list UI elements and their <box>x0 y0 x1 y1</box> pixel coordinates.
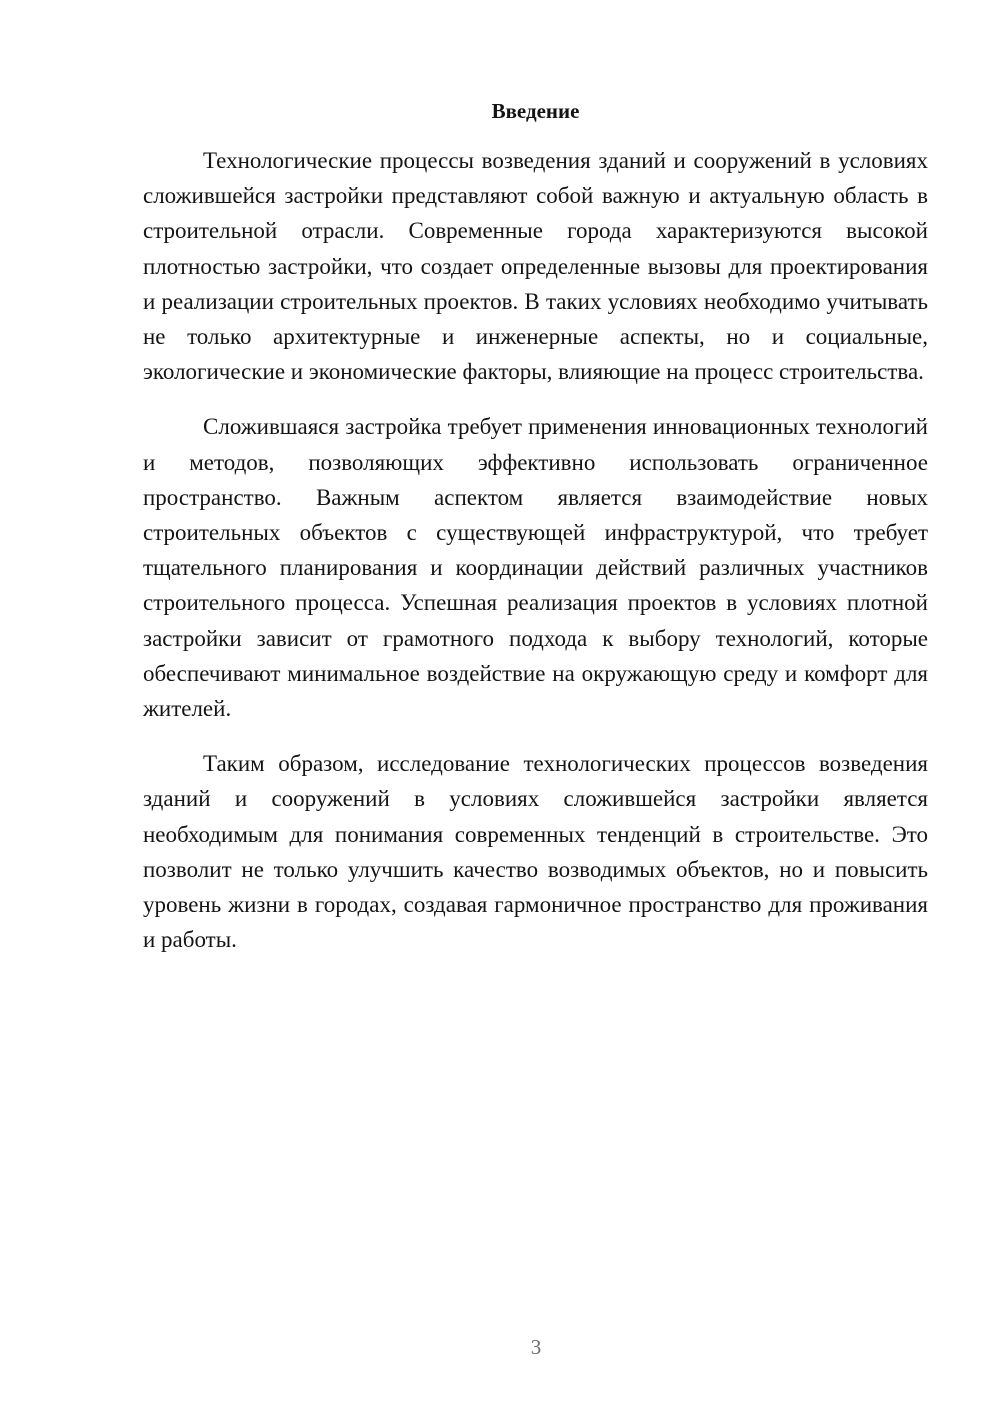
page-number: 3 <box>530 1335 542 1359</box>
paragraph-1: Технологические процессы возведения зданий и сооружений в условиях сложившейся застройки представляют собой важную и актуальную область в строительной отрасли. Современные города характеризуются высокой плотностью застройки, что создает определенные вызовы для проектирования и реализации строительных проектов. В таких условиях необходимо учитывать не только архитектурные и инженерные аспекты, но и социальные, экологические и экономические факторы, влияющие на процесс строительства. <box>143 148 928 385</box>
page-content <box>143 97 928 977</box>
paragraph-2: Сложившаяся застройка требует применения инновационных технологий и методов, позволяющих эффективно использовать ограниченное пространство. Важным аспектом является взаимодействие новых строительных объектов с существующей инфраструктурой, что требует тщательного планирования и координации действий различных участников строительного процесса. Успешная реализация проектов в условиях плотной застройки зависит от грамотного подхода к выбору технологий, которые обеспечивают минимальное воздействие на окружающую среду и комфорт для жителей. <box>143 414 928 722</box>
section-heading: Введение <box>491 99 580 123</box>
paragraph-3: Таким образом, исследование технологических процессов возведения зданий и сооружений в условиях сложившейся застройки является необходимым для понимания современных тенденций в строительстве. Это позволит не только улучшить качество возводимых объектов, но и повысить уровень жизни в городах, создавая гармоничное пространство для проживания и работы. <box>143 751 928 953</box>
